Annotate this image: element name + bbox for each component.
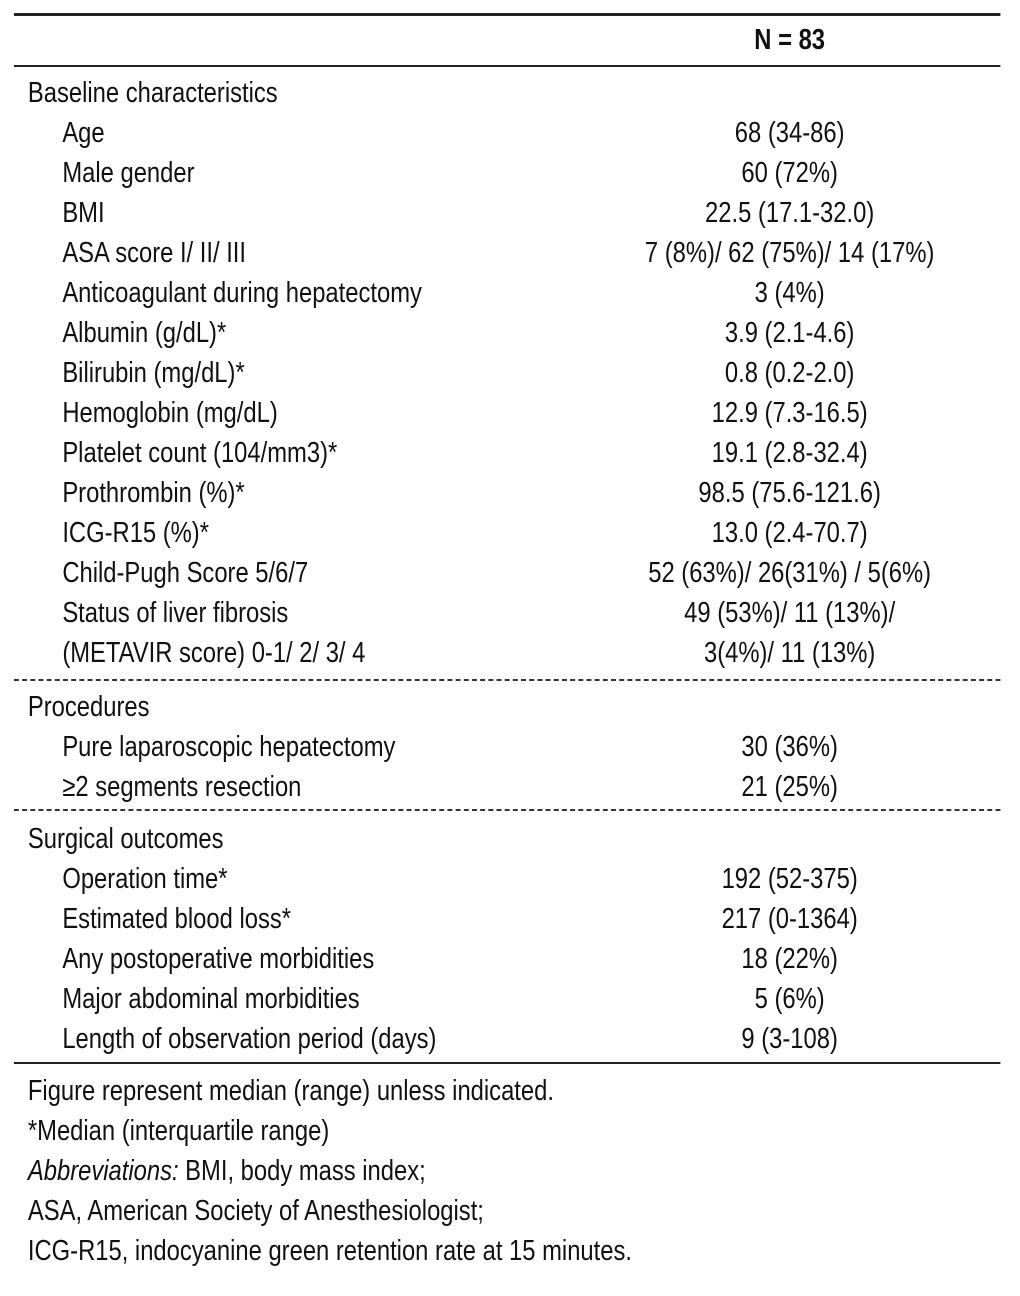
- table-row: [0, 233, 1020, 273]
- row-label: Length of observation period (days): [62, 1023, 437, 1055]
- table-row: [0, 473, 1020, 513]
- row-label: Prothrombin (%)*: [62, 477, 245, 509]
- column-header: N = 83: [754, 24, 826, 56]
- row-value: 12.9 (7.3-16.5): [711, 397, 868, 429]
- section-title-row: [0, 73, 1020, 113]
- row-value: 13.0 (2.4-70.7): [711, 517, 868, 549]
- footnote: *Median (interquartile range): [27, 1115, 330, 1147]
- table-row: [0, 553, 1020, 593]
- row-label: ICG-R15 (%)*: [62, 517, 209, 549]
- table-row: [0, 153, 1020, 193]
- row-value: 19.1 (2.8-32.4): [711, 437, 868, 469]
- row-value: 217 (0-1364): [721, 903, 858, 935]
- table-row: [0, 113, 1020, 153]
- row-value: 3.9 (2.1-4.6): [724, 317, 855, 349]
- table-row: [0, 979, 1020, 1019]
- row-value: 7 (8%)/ 62 (75%)/ 14 (17%): [644, 237, 935, 269]
- row-value: 9 (3-108): [741, 1023, 838, 1055]
- section-title: Baseline characteristics: [27, 77, 278, 109]
- footnote: ICG-R15, indocyanine green retention rate at 15 minutes.: [27, 1235, 632, 1267]
- footnote: ASA, American Society of Anesthesiologist;: [27, 1195, 484, 1227]
- table-row: [0, 353, 1020, 393]
- footnote-text: BMI, body mass index;: [178, 1155, 426, 1187]
- row-label: Pure laparoscopic hepatectomy: [62, 731, 396, 763]
- row-value: 18 (22%): [741, 943, 838, 975]
- table-row: [0, 767, 1020, 807]
- row-label: Operation time*: [62, 863, 228, 895]
- header-row: [0, 16, 1020, 65]
- table-row: [0, 939, 1020, 979]
- row-value: 49 (53%)/ 11 (13%)/: [684, 597, 896, 629]
- table-row: [0, 1019, 1020, 1059]
- section-title-row: [0, 687, 1020, 727]
- table-row: [0, 593, 1020, 633]
- section-title: Procedures: [27, 691, 150, 723]
- row-label: Child-Pugh Score 5/6/7: [62, 557, 309, 589]
- section-baseline: [0, 73, 1020, 673]
- row-label: Bilirubin (mg/dL)*: [62, 357, 245, 389]
- table-row: [0, 193, 1020, 233]
- table-row: [0, 313, 1020, 353]
- row-value: 22.5 (17.1-32.0): [705, 197, 875, 229]
- row-value: 52 (63%)/ 26(31%) / 5(6%): [648, 557, 932, 589]
- row-value: 5 (6%): [754, 983, 825, 1015]
- row-label: ASA score I/ II/ III: [62, 237, 247, 269]
- footnote: Figure represent median (range) unless indicated.: [27, 1075, 554, 1107]
- row-label: BMI: [62, 197, 105, 229]
- table-row: [0, 859, 1020, 899]
- section-title-row: [0, 819, 1020, 859]
- table-row: [0, 633, 1020, 673]
- row-value: 0.8 (0.2-2.0): [724, 357, 855, 389]
- row-label: Age: [62, 117, 105, 149]
- row-value: 98.5 (75.6-121.6): [698, 477, 881, 509]
- table-row: [0, 513, 1020, 553]
- section-procedures: [0, 687, 1020, 807]
- row-label: Male gender: [62, 157, 195, 189]
- row-value: 30 (36%): [741, 731, 838, 763]
- table-row: [0, 433, 1020, 473]
- row-label: Status of liver fibrosis: [62, 597, 289, 629]
- table-row: [0, 899, 1020, 939]
- table-row: [0, 273, 1020, 313]
- row-label: Albumin (g/dL)*: [62, 317, 227, 349]
- row-value: 3 (4%): [754, 277, 825, 309]
- row-value: 60 (72%): [741, 157, 838, 189]
- row-label: Any postoperative morbidities: [62, 943, 375, 975]
- row-value: 21 (25%): [741, 771, 838, 803]
- table-row: [0, 393, 1020, 433]
- section-title: Surgical outcomes: [27, 823, 224, 855]
- row-label: ≥2 segments resection: [62, 771, 302, 803]
- table-row: [0, 727, 1020, 767]
- row-label: Major abdominal morbidities: [62, 983, 360, 1015]
- row-value: 68 (34-86): [734, 117, 845, 149]
- section-surgical-outcomes: [0, 819, 1020, 1059]
- footnote: [0, 1151, 1020, 1191]
- row-label: (METAVIR score) 0-1/ 2/ 3/ 4: [62, 637, 366, 669]
- row-label: Hemoglobin (mg/dL): [62, 397, 278, 429]
- row-label: Platelet count (104/mm3)*: [62, 437, 338, 469]
- row-value: 3(4%)/ 11 (13%): [703, 637, 876, 669]
- abbreviations-label: Abbreviations:: [27, 1155, 179, 1187]
- row-value: 192 (52-375): [721, 863, 858, 895]
- row-label: Anticoagulant during hepatectomy: [62, 277, 422, 309]
- row-label: Estimated blood loss*: [62, 903, 291, 935]
